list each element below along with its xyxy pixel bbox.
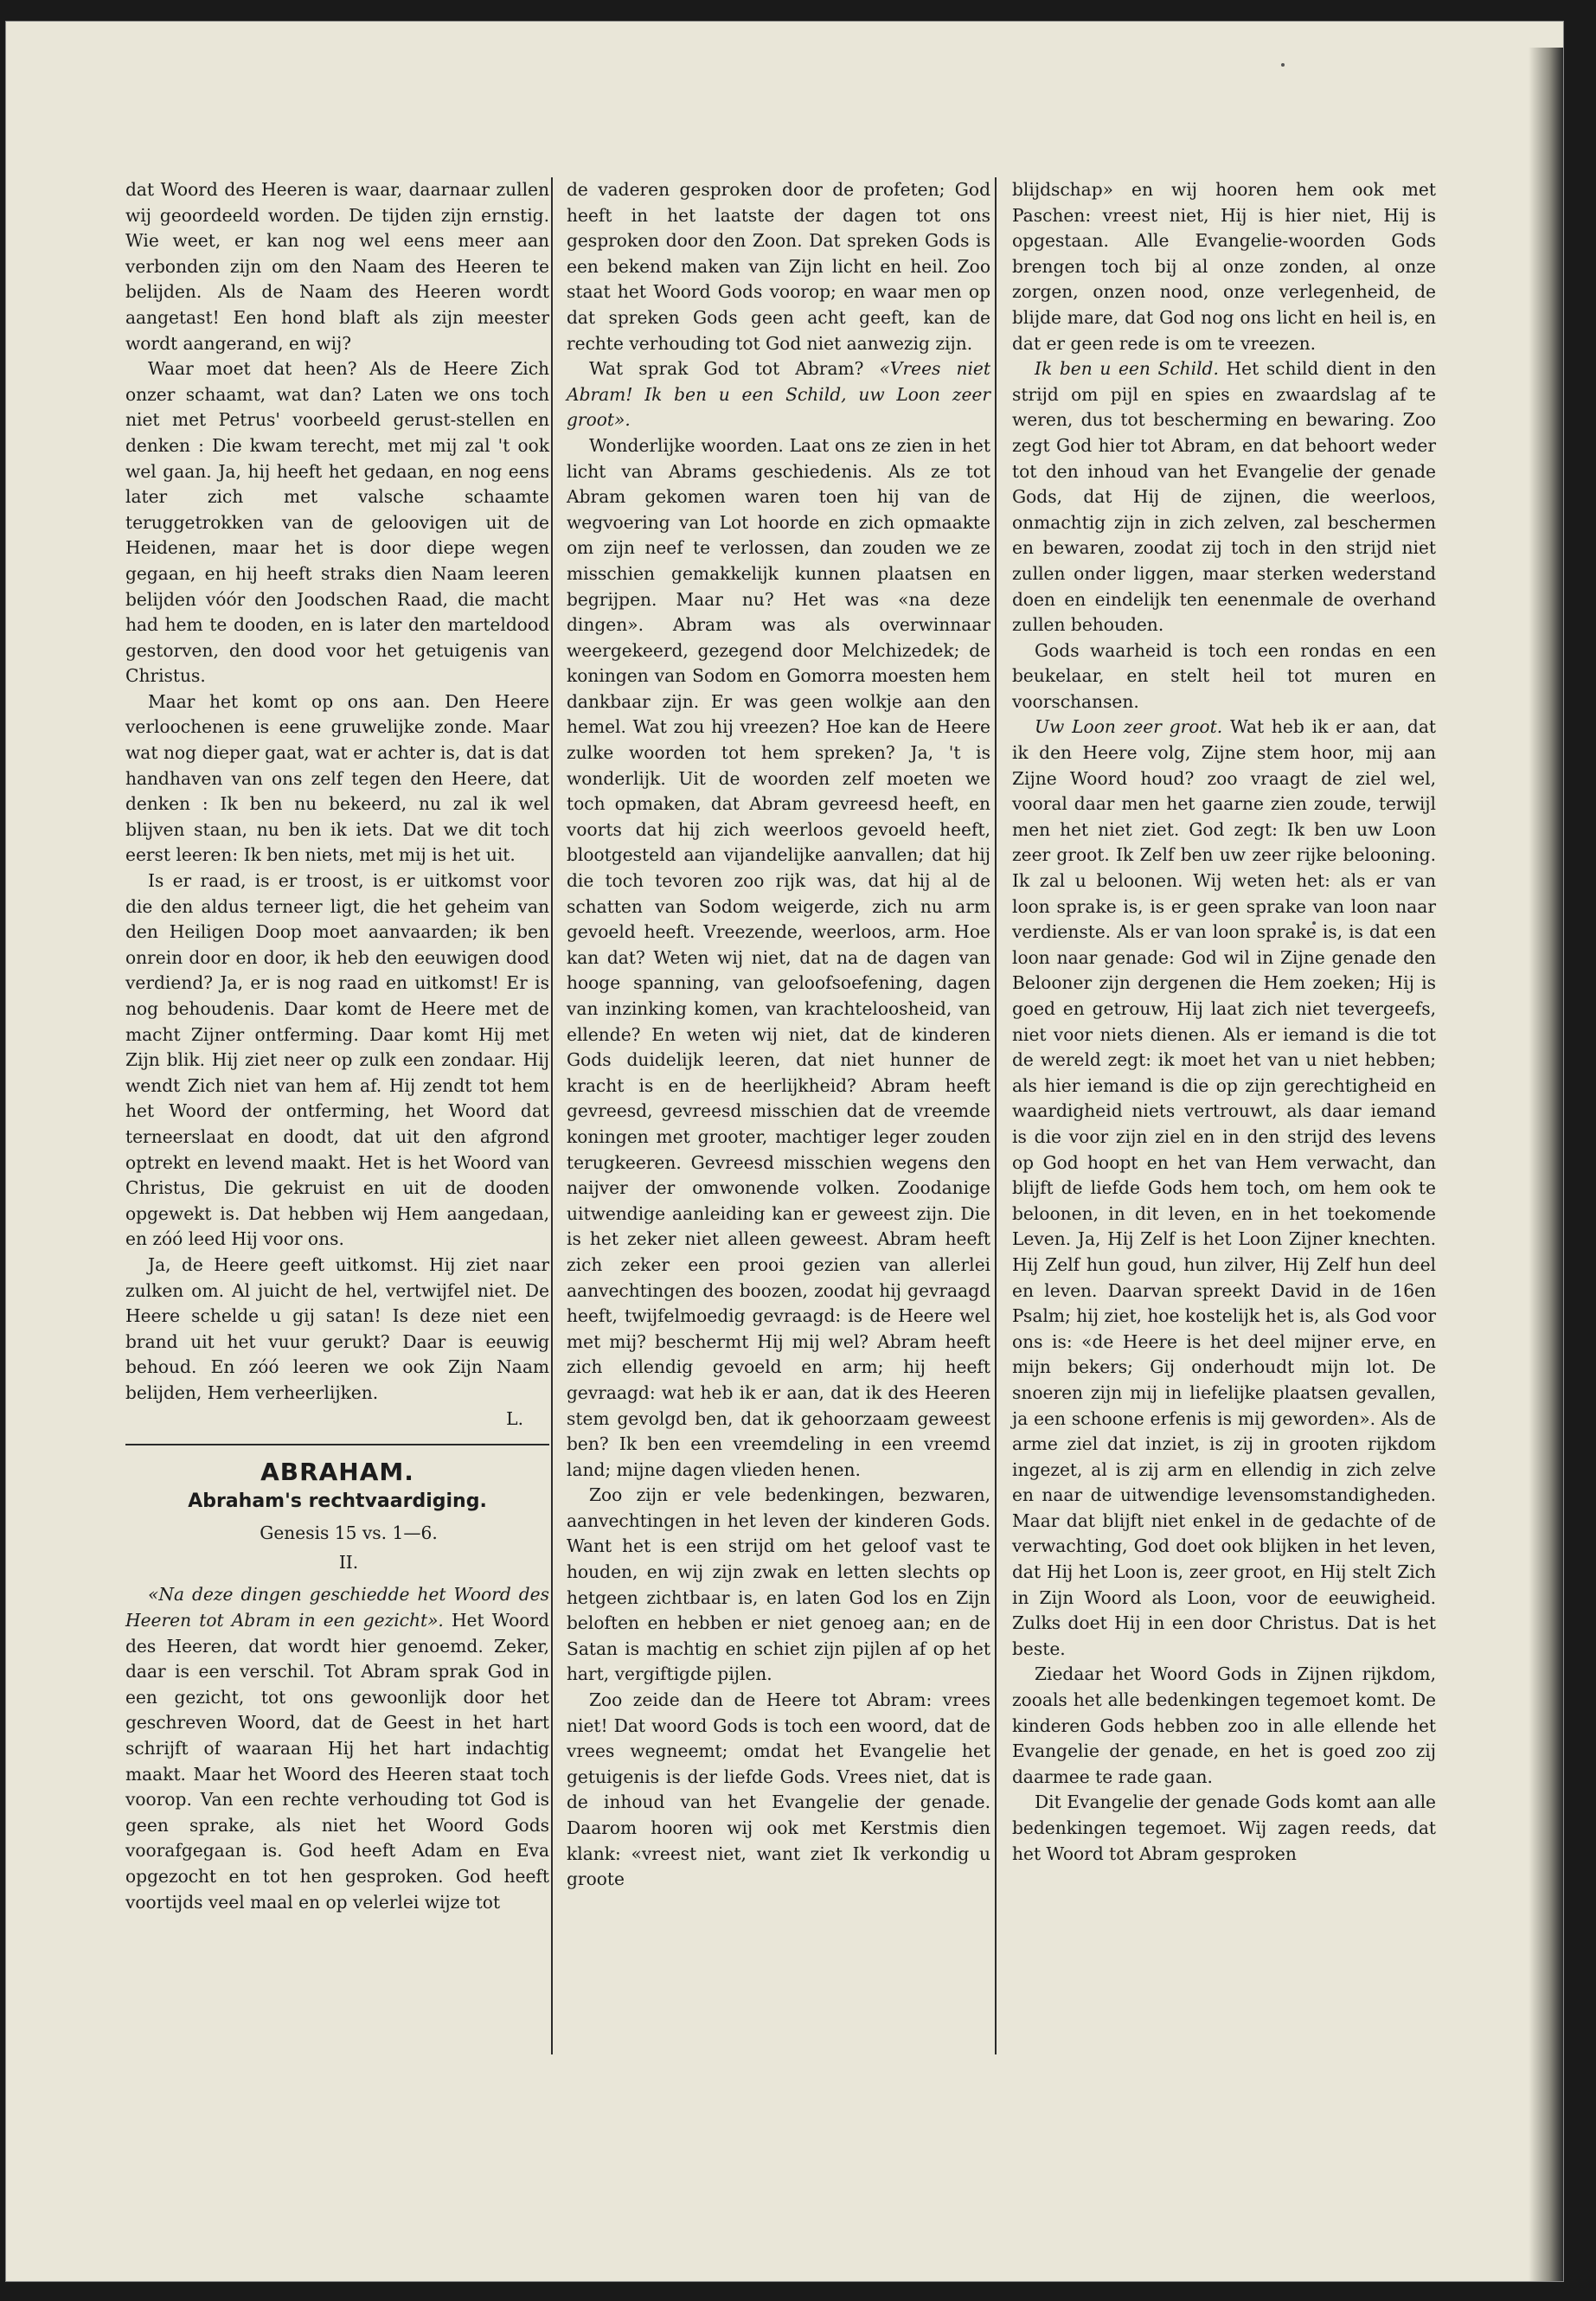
paragraph: Gods waarheid is toch een rondas en een beukelaar, en stelt heil tot muren en voorschansen.: [1012, 639, 1436, 712]
column-2: [567, 177, 990, 1893]
paragraph: Zoo zijn er vele bedenkingen, bezwaren, aanvechtingen in het leven der kinderen Gods. Want het is een strijd om het geloof vast te houden, en wij zijn zwak en letten slechts op hetgeen zichtbaar is, en laten God los en Zijn beloften en hebben er niet genoeg aan; en de Satan is machtig en schiet zijn pijlen af op het hart, vergiftigde pijlen.: [567, 1484, 990, 1685]
paragraph: [125, 1582, 549, 1915]
paragraph-text: Het schild dient in den strijd om pijl en spies en zwaardslag af te weren, dus tot bescherming en bewaring. Zoo zegt God hier tot Abram, en dat behoort weder tot den inhoud van het Evangelie der genade Gods, dat Hij de zijnen, die weerloos, onmachtig zijn in zich zelven, zal beschermen en bewaren, zoodat zij toch in den strijd niet zullen onder liggen, maar sterken wederstand doen en eindelijk ten eenenmale de overhand zullen behouden.: [1012, 358, 1436, 636]
paragraph: [1012, 356, 1436, 638]
page-edge-shadow: [1529, 48, 1563, 2281]
paragraph-text: Het Woord des Heeren, dat wordt hier genoemd. Zeker, daar is een verschil. Tot Abram sprak God in een gezicht, tot ons gewoonlijk door het geschreven Woord, dat de Geest in het hart schrijft of waaraan Hij het hart indachtig maakt. Maar het Woord des Heeren staat toch voorop. Van een rechte verhouding tot God is geen sprake, als niet het Woord Gods voorafgegaan is. God heeft Adam en Eva opgezocht en tot hen gesproken. God heeft voortijds veel maal en op velerlei wijze tot: [125, 1610, 549, 1913]
column-divider: [995, 177, 997, 2054]
paragraph: Wonderlijke woorden. Laat ons ze zien in het licht van Abrams geschiedenis. Als ze tot Abram gekomen waren toen hij van de wegvoering van Lot hoorde en zich opmaakte om zijn neef te verlossen, dan zouden we ze misschien gemakkelijk kunnen plaatsen en begrijpen. Maar nu? Het was «na deze dingen». Abram was als overwinnaar weergekeerd, gezegend door Melchizedek; de koningen van Sodom en Gomorra moesten hem dankbaar zijn. Er was geen wolkje aan den hemel. Wat zou hij vreezen? Hoe kan de Heere zulke woorden tot hem spreken? Ja, 't is wonderlijk. Uit de woorden zelf moeten we toch opmaken, dat Abram gevreesd heeft, en voorts dat hij zich weerloos gevoeld heeft, blootgesteld aan vijandelijke aanvallen; dat hij die toch tevoren zoo rijk was, dat hij al de schatten van Sodom weigerde, zich nu arm gevoeld heeft. Vreezende, weerloos, arm. Hoe kan dat? Weten wij niet, dat na de dagen van hooge spanning, van geloofsoefening, dagen van inzinking komen, van krachteloosheid, van ellende? En weten wij niet, dat de kinderen Gods duidelijk leeren, dat niet hunner de kracht is en de heerlijkheid? Abram heeft gevreesd, gevreesd misschien dat de vreemde koningen met grooter, machtiger leger zouden terugkeeren. Gevreesd misschien wegens den naijver der omwonende volken. Zoodanige uitwendige aanleiding kan er geweest zijn. Die is het zeker niet alleen geweest. Abram heeft zich zeker een prooi gezien van allerlei aanvechtingen des boozen, zoodat hij gevraagd heeft, twijfelmoedig gevraagd: is de Heere wel met mij? beschermt Hij mij wel? Abram heeft zich ellendig gevoeld en arm; hij heeft gevraagd: wat heb ik er aan, dat ik des Heeren stem gevolgd ben, dat ik gehoorzaam geweest ben? Ik ben een vreemdeling in een vreemd land; mijne dagen vlieden henen.: [567, 434, 990, 1480]
scripture-quote: Uw Loon zeer groot.: [1035, 716, 1223, 738]
paragraph: Is er raad, is er troost, is er uitkomst voor die den aldus terneer ligt, die het geheim van den Heiligen Doop moet aanvaarden; ik ben onrein door en door, ik heb den eeuwigen dood verdiend? Ja, er is nog raad en uitkomst! Er is nog behoudenis. Daar komt de Heere met de macht Zijner ontferming. Daar komt Hij met Zijn blik. Hij ziet neer op zulk een zondaar. Hij wendt Zich niet van hem af. Hij zendt tot hem het Woord der ontferming, het Woord dat terneerslaat en doodt, dat uit den afgrond optrekt en levend maakt. Het is het Woord van Christus, Die gekruist en uit de dooden opgewekt is. Dat hebben wij Hem aangedaan, en zóó leed Hij voor ons.: [125, 870, 549, 1250]
column-1: [125, 177, 549, 1915]
paragraph: de vaderen gesproken door de profeten; God heeft in het laatste der dagen tot ons gesproken door den Zoon. Dat spreken Gods is een bekend maken van Zijn licht en heil. Zoo staat het Woord Gods voorop; en waar men op dat spreken Gods geen acht geeft, kan de rechte verhouding tot God niet aanwezig zijn.: [567, 179, 990, 354]
paragraph: Zoo zeide dan de Heere tot Abram: vrees niet! Dat woord Gods is toch een woord, dat de vrees wegneemt; omdat het Evangelie het getuigenis is der liefde Gods. Vrees niet, dat is de inhoud van het Evangelie der genade. Daarom hooren wij ook met Kerstmis dien klank: «vreest niet, want ziet Ik verkondig u groote: [567, 1689, 990, 1890]
scripture-reference: Genesis 15 vs. 1—6.: [260, 1522, 438, 1544]
paragraph: Ziedaar het Woord Gods in Zijnen rijkdom, zooals het alle bedenkingen tegemoet komt. De kinderen Gods hebben zoo in alle ellende het Evangelie der genade, en het is goed zoo zij daarmee te rade gaan.: [1012, 1663, 1436, 1787]
paragraph: Waar moet dat heen? Als de Heere Zich onzer schaamt, wat dan? Laten we ons toch niet met Petrus' voorbeeld gerust-stellen en denken : Die kwam terecht, met mij zal 't ook wel gaan. Ja, hij heeft het gedaan, en nog eens later zich met valsche schaamte teruggetrokken van de geloovigen uit de Heidenen, maar het is door diepe wegen gegaan, en hij heeft straks dien Naam leeren belijden vóór den Joodschen Raad, die macht had hem te dooden, en is later den marteldood gestorven, den dood voor het getuigenis van Christus.: [125, 358, 549, 687]
scripture-quote: «Vrees niet Abram! Ik ben u een Schild, uw Loon zeer groot».: [567, 358, 990, 431]
paragraph: [567, 356, 990, 433]
paragraph: Dit Evangelie der genade Gods komt aan alle bedenkingen tegemoet. Wij zagen reeds, dat het Woord tot Abram gesproken: [1012, 1791, 1436, 1864]
paper-speck: [1281, 63, 1285, 67]
paragraph-text: Wat heb ik er aan, dat ik den Heere volg, Zijne stem hoor, mij aan Zijne Woord houd? zoo vraagt de ziel wel, vooral daar men het gaarne zien zoude, terwijl men het niet ziet. God zegt: Ik ben uw Loon zeer groot. Ik Zelf ben uw zeer rijke belooning. Ik zal u beloonen. Wij weten het: als er van loon sprake is, is er geen sprake van loon naar verdienste. Als er van loon sprake is, is dat een loon naar genade: God wil in Zijne genade den Belooner zijn dergenen die Hem zoeken; Hij is goed en getrouw, Hij laat zich niet tevergeefs, niet voor niets dienen. Als er iemand is die tot de wereld zegt: ik moet het van u niet hebben; als hier iemand is die op zijn gerechtigheid en waardigheid niets vertrouwt, als daar iemand is die voor zijn ziel en in den strijd des levens op God hoopt en het van Hem verwacht, dan blijft de liefde Gods hem toch, om hem ook te beloonen, in dit leven, en in het toekomende Leven. Ja, Hij Zelf is het Loon Zijner knechten. Hij Zelf hun goud, hun zilver, Hij Zelf hun deel en leven. Daarvan spreekt David in de 16en Psalm; hij ziet, hoe kostelijk het is, als God voor ons is: «de Heere is het deel mijner erve, en mijn bekers; Gij onderhoudt mijn lot. De snoeren zijn mij in liefelijke plaatsen gevallen, ja een schoone erfenis is mij geworden». Als de arme ziel dat inziet, is zij in grooten rijkdom ingezet, al is zij arm en ellendig in zich zelve en naar de uitwendige levensomstandigheden. Maar dat blijft niet enkel in de gedachte of de verwachting, God doet ook blijken in het leven, dat Hij het Loon is, zeer groot, en Hij stelt Zich in Zijn Woord als Loon, voor de eeuwigheid. Zulks doet Hij in een door Christus. Dat is het beste.: [1012, 716, 1436, 1659]
paragraph: Maar het komt op ons aan. Den Heere verloochenen is eene gruwelijke zonde. Maar wat nog dieper gaat, wat er achter is, dat is dat handhaven van ons zelf tegen den Heere, dat denken : Ik ben nu bekeerd, nu zal ik wel blijven staan, nu ben ik iets. Dat we dit toch eerst leeren: Ik ben niets, met mij is het uit.: [125, 690, 549, 866]
paragraph: dat Woord des Heeren is waar, daarnaar zullen wij geoordeeld worden. De tijden zijn ernstig. Wie weet, er kan nog wel eens meer aan verbonden zijn om den Naam des Heeren te belijden. Als de Naam des Heeren wordt aangetast! Een hond blaft als zijn meester wordt aangerand, en wij?: [125, 179, 549, 354]
paragraph: Ja, de Heere geeft uitkomst. Hij ziet naar zulken om. Al juicht de hel, vertwijfel niet. De Heere schelde u gij satan! Is deze niet een brand uit het vuur gerukt? Daar is eeuwig behoud. En zóó leeren we ook Zijn Naam belijden, Hem verheerlijken.: [125, 1253, 549, 1403]
section-subtitle: Abraham's rechtvaardiging.: [188, 1490, 487, 1512]
column-divider: [551, 177, 553, 2054]
scripture-quote: Ik ben u een Schild.: [1035, 358, 1219, 380]
section-title: ABRAHAM.: [260, 1458, 414, 1487]
part-number: II.: [338, 1551, 359, 1573]
section-divider: [125, 1444, 549, 1445]
paragraph: blijdschap» en wij hooren hem ook met Paschen: vreest niet, Hij is hier niet, Hij is opgestaan. Alle Evangelie-woorden Gods brengen toch bij al onze zonden, al onze zorgen, onzen nood, onze verlegenheid, de blijde mare, dat God nog ons licht en heil is, en dat er geen rede is om te vreezen.: [1012, 179, 1436, 354]
author-signature: L.: [506, 1407, 523, 1429]
column-3: [1012, 177, 1436, 1867]
scripture-quote: «Na deze dingen geschiedde het Woord des Heeren tot Abram in een gezicht».: [125, 1584, 549, 1631]
paragraph-text: Wat sprak God tot Abram?: [589, 358, 880, 380]
paragraph: [1012, 715, 1436, 1662]
